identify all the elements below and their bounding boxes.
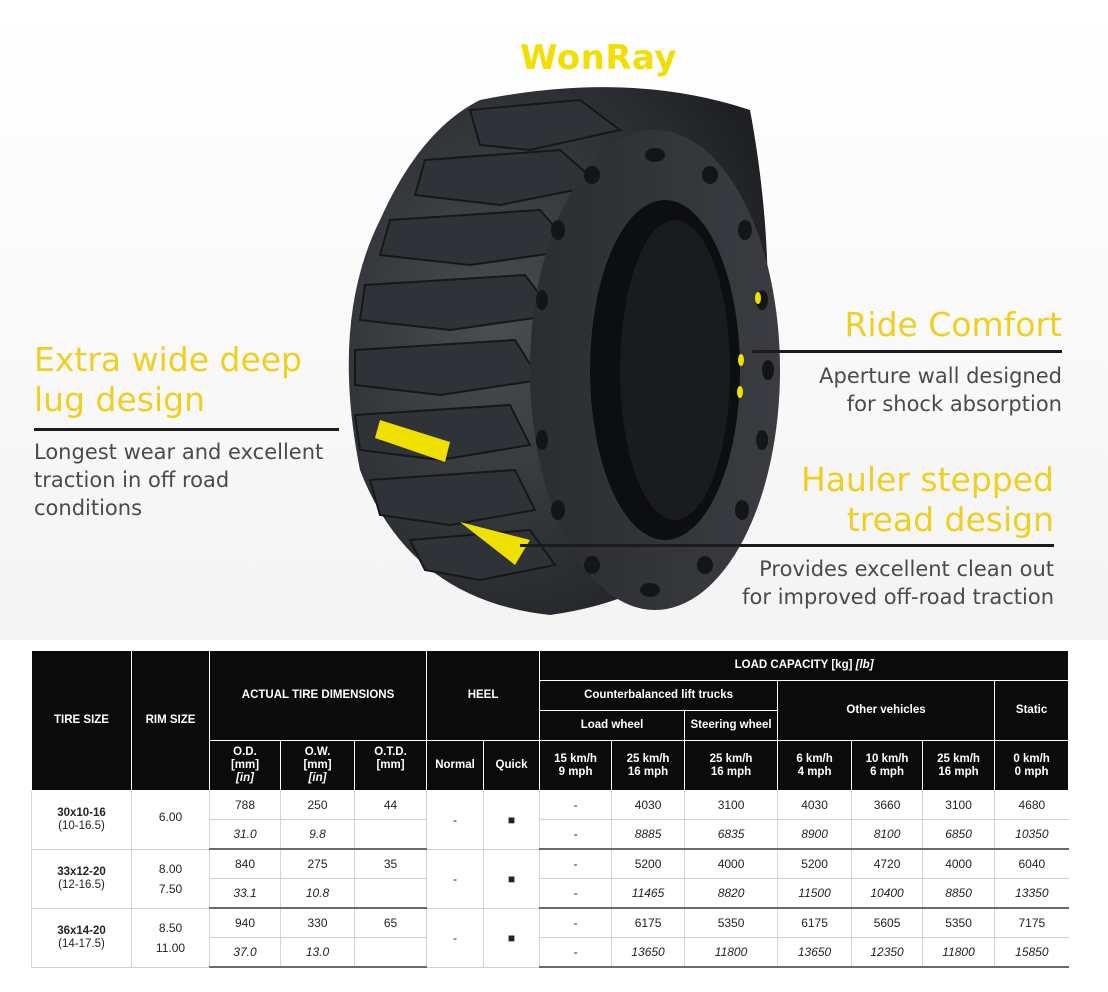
- otd-mm-cell: 65: [355, 908, 427, 938]
- heel-quick-cell: ■: [484, 791, 540, 850]
- ow-mm-cell: 275: [281, 849, 355, 879]
- load-lb-cell: 6850: [923, 820, 995, 850]
- od-in-cell: 37.0: [210, 938, 281, 968]
- header-speed-15kmh: 15 km/h 9 mph: [540, 741, 612, 791]
- heel-normal-cell: -: [427, 791, 484, 850]
- load-lb-cell: 13650: [778, 938, 852, 968]
- otd-mm-cell: 44: [355, 791, 427, 820]
- load-kg-cell: 4680: [995, 791, 1069, 820]
- ride-comfort-title: Ride Comfort: [844, 305, 1062, 344]
- load-kg-cell: 3100: [923, 791, 995, 820]
- otd-in-cell: [355, 879, 427, 909]
- header-static: Static: [995, 681, 1069, 741]
- header-counterbalanced: Counterbalanced lift trucks: [540, 681, 778, 711]
- lug-design-pointer-line: [34, 428, 339, 431]
- load-lb-cell: -: [540, 879, 612, 909]
- load-lb-cell: 11465: [612, 879, 685, 909]
- ow-in-cell: 10.8: [281, 879, 355, 909]
- table-row: [32, 849, 1069, 879]
- header-steering-wheel: Steering wheel: [685, 711, 778, 741]
- load-kg-cell: 4030: [778, 791, 852, 820]
- load-kg-cell: 5350: [685, 908, 778, 938]
- load-kg-cell: -: [540, 908, 612, 938]
- load-kg-cell: 3100: [685, 791, 778, 820]
- ride-comfort-pointer-line: [752, 350, 1062, 353]
- load-kg-cell: 4720: [852, 849, 923, 879]
- rim-size-cell: 8.00 7.50: [132, 849, 210, 908]
- load-kg-cell: 4000: [685, 849, 778, 879]
- header-speed-25kmh-other: 25 km/h 16 mph: [923, 741, 995, 791]
- header-speed-10kmh: 10 km/h 6 mph: [852, 741, 923, 791]
- header-speed-0kmh: 0 km/h 0 mph: [995, 741, 1069, 791]
- header-speed-25kmh-load: 25 km/h 16 mph: [612, 741, 685, 791]
- header-normal: Normal: [427, 741, 484, 791]
- load-lb-cell: -: [540, 820, 612, 850]
- load-lb-cell: -: [540, 938, 612, 968]
- load-lb-cell: 10400: [852, 879, 923, 909]
- load-lb-cell: 8100: [852, 820, 923, 850]
- heel-normal-cell: -: [427, 849, 484, 908]
- ow-mm-cell: 330: [281, 908, 355, 938]
- load-kg-cell: 3660: [852, 791, 923, 820]
- ow-in-cell: 13.0: [281, 938, 355, 968]
- load-lb-cell: 6835: [685, 820, 778, 850]
- load-kg-cell: 7175: [995, 908, 1069, 938]
- header-rim-size: RIM SIZE: [132, 651, 210, 791]
- header-heel: HEEL: [427, 651, 540, 741]
- load-kg-cell: 5200: [612, 849, 685, 879]
- tire-spec-table: [31, 650, 1069, 968]
- load-kg-cell: 6175: [778, 908, 852, 938]
- heel-normal-cell: -: [427, 908, 484, 967]
- load-kg-cell: -: [540, 849, 612, 879]
- rim-size-cell: 8.50 11.00: [132, 908, 210, 967]
- header-load-capacity: LOAD CAPACITY [kg] [lb]: [540, 651, 1069, 681]
- otd-mm-cell: 35: [355, 849, 427, 879]
- load-kg-cell: 5200: [778, 849, 852, 879]
- lug-design-description: Longest wear and excellent traction in off road conditions: [34, 440, 324, 520]
- header-od: O.D. [mm] [in]: [210, 741, 281, 791]
- table-row: [32, 791, 1069, 820]
- header-load-wheel: Load wheel: [540, 711, 685, 741]
- header-speed-6kmh: 6 km/h 4 mph: [778, 741, 852, 791]
- load-lb-cell: 13350: [995, 879, 1069, 909]
- load-kg-cell: -: [540, 791, 612, 820]
- lug-design-title: Extra wide deep lug design: [34, 340, 302, 419]
- ride-comfort-description: Aperture wall designed for shock absorption: [819, 364, 1062, 416]
- header-actual-dimensions: ACTUAL TIRE DIMENSIONS: [210, 651, 427, 741]
- otd-in-cell: [355, 938, 427, 968]
- load-lb-cell: 13650: [612, 938, 685, 968]
- heel-quick-cell: ■: [484, 849, 540, 908]
- od-mm-cell: 940: [210, 908, 281, 938]
- header-tire-size: TIRE SIZE: [32, 651, 132, 791]
- hauler-tread-pointer-line: [520, 544, 1054, 547]
- load-lb-cell: 8820: [685, 879, 778, 909]
- load-lb-cell: 8850: [923, 879, 995, 909]
- tire-size-cell: 33x12-20 (12-16.5): [32, 849, 132, 908]
- ow-in-cell: 9.8: [281, 820, 355, 850]
- header-quick: Quick: [484, 741, 540, 791]
- heel-quick-cell: ■: [484, 908, 540, 967]
- load-kg-cell: 4000: [923, 849, 995, 879]
- load-lb-cell: 11800: [685, 938, 778, 968]
- load-lb-cell: 8900: [778, 820, 852, 850]
- rim-size-cell: 6.00: [132, 791, 210, 850]
- load-kg-cell: 6040: [995, 849, 1069, 879]
- od-in-cell: 31.0: [210, 820, 281, 850]
- header-ow: O.W. [mm] [in]: [281, 741, 355, 791]
- load-lb-cell: 11800: [923, 938, 995, 968]
- load-lb-cell: 8885: [612, 820, 685, 850]
- tire-size-cell: 30x10-16 (10-16.5): [32, 791, 132, 850]
- load-lb-cell: 11500: [778, 879, 852, 909]
- load-kg-cell: 6175: [612, 908, 685, 938]
- load-kg-cell: 5350: [923, 908, 995, 938]
- header-speed-25kmh-steering: 25 km/h 16 mph: [685, 741, 778, 791]
- hauler-tread-description: Provides excellent clean out for improved off-road traction: [742, 557, 1054, 609]
- load-lb-cell: 15850: [995, 938, 1069, 968]
- otd-in-cell: [355, 820, 427, 850]
- ow-mm-cell: 250: [281, 791, 355, 820]
- header-other-vehicles: Other vehicles: [778, 681, 995, 741]
- od-mm-cell: 840: [210, 849, 281, 879]
- header-otd: O.T.D. [mm]: [355, 741, 427, 791]
- tire-size-cell: 36x14-20 (14-17.5): [32, 908, 132, 967]
- load-kg-cell: 4030: [612, 791, 685, 820]
- load-lb-cell: 10350: [995, 820, 1069, 850]
- brand-logo: WonRay: [520, 38, 678, 78]
- table-row: [32, 908, 1069, 938]
- od-mm-cell: 788: [210, 791, 281, 820]
- load-lb-cell: 12350: [852, 938, 923, 968]
- hauler-tread-title: Hauler stepped tread design: [800, 460, 1054, 539]
- load-kg-cell: 5605: [852, 908, 923, 938]
- od-in-cell: 33.1: [210, 879, 281, 909]
